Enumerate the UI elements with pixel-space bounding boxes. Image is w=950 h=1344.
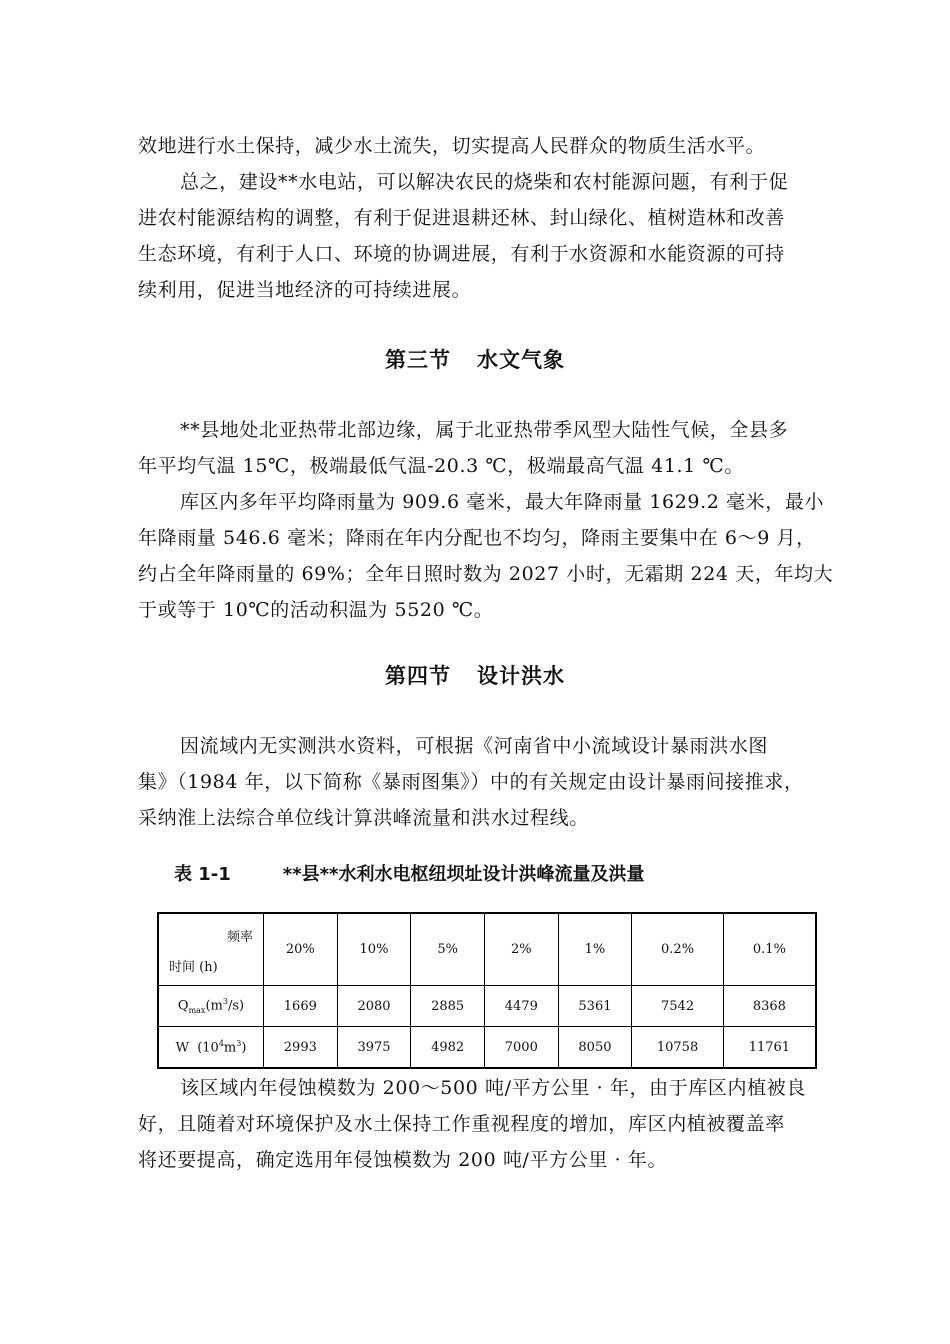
paragraph-erosion bbox=[138, 1070, 838, 1178]
text-line: 生态环境，有利于人口、环境的协调进展，有利于水资源和水能资源的可持 bbox=[138, 243, 785, 265]
text-line: **县地处北亚热带北部边缘，属于北亚热带季风型大陆性气候，全县多 bbox=[180, 419, 789, 441]
column-header: 20% bbox=[264, 913, 338, 986]
row-label-qmax: $Q_{max}(m^3/s)$ bbox=[158, 986, 264, 1027]
text-line: 总之，建设**水电站，可以解决农民的烧柴和农村能源问题，有利于促 bbox=[180, 171, 789, 193]
table-cell: 5361 bbox=[558, 986, 632, 1027]
text-line: 于或等于 10℃的活动积温为 5520 ℃。 bbox=[138, 599, 494, 621]
text-line: 采纳淮上法综合单位线计算洪峰流量和洪水过程线。 bbox=[138, 807, 589, 829]
section-title: 设计洪水 bbox=[477, 664, 565, 688]
table-cell: 4479 bbox=[484, 986, 558, 1027]
text-line: 因流域内无实测洪水资料，可根据《河南省中小流域设计暴雨洪水图 bbox=[180, 735, 769, 757]
text-line: 效地进行水土保持，减少水土流失，切实提高人民群众的物质生活水平。 bbox=[138, 135, 766, 157]
table-cell: 8050 bbox=[558, 1027, 632, 1069]
table-title: **县**水利水电枢纽坝址设计洪峰流量及洪量 bbox=[282, 864, 645, 885]
text-line: 进农村能源结构的调整，有利于促进退耕还林、封山绿化、植树造林和改善 bbox=[138, 207, 785, 229]
table-number: 表 1-1 bbox=[174, 864, 231, 885]
column-header: 1% bbox=[558, 913, 632, 986]
table-cell: 3975 bbox=[337, 1027, 411, 1069]
text-line: 集》（1984 年，以下简称《暴雨图集》）中的有关规定由设计暴雨间接推求， bbox=[138, 771, 804, 793]
paragraph-rainfall bbox=[138, 484, 838, 628]
paragraph-soil-conservation bbox=[138, 128, 838, 164]
table-cell: 2885 bbox=[411, 986, 485, 1027]
paragraph-climate bbox=[138, 412, 838, 484]
table-cell: 2993 bbox=[264, 1027, 338, 1069]
table-cell: 10758 bbox=[632, 1027, 724, 1069]
table-cell: 7542 bbox=[632, 986, 724, 1027]
header-time-label: 时间 (h) bbox=[169, 960, 218, 975]
section-heading-design-flood bbox=[0, 660, 950, 690]
column-header: 0.2% bbox=[632, 913, 724, 986]
header-frequency-label: 频率 bbox=[226, 930, 253, 945]
table-header-row bbox=[158, 913, 816, 986]
text-line: 好，且随着对环境保护及水土保持工作重视程度的增加，库区内植被覆盖率 bbox=[138, 1113, 785, 1135]
row-label-w: W $(10^4m^3)$ bbox=[158, 1027, 264, 1069]
column-header: 2% bbox=[484, 913, 558, 986]
table-cell: 4982 bbox=[411, 1027, 485, 1069]
section-number: 第四节 bbox=[385, 664, 451, 688]
text-line: 约占全年降雨量的 69%；全年日照时数为 2027 小时，无霜期 224 天，年均大 bbox=[138, 563, 834, 585]
text-line: 年降雨量 546.6 毫米；降雨在年内分配也不均匀，降雨主要集中在 6～9 月， bbox=[138, 527, 816, 549]
flood-table bbox=[157, 912, 817, 1069]
table-cell: 8368 bbox=[723, 986, 816, 1027]
paragraph-summary bbox=[138, 164, 838, 308]
text-line: 库区内多年平均降雨量为 909.6 毫米，最大年降雨量 1629.2 毫米，最小 bbox=[180, 491, 825, 513]
table-cell: 11761 bbox=[723, 1027, 816, 1069]
table-cell: 2080 bbox=[337, 986, 411, 1027]
table-row bbox=[158, 986, 816, 1027]
column-header: 10% bbox=[337, 913, 411, 986]
section-title: 水文气象 bbox=[477, 348, 565, 372]
table-cell: 7000 bbox=[484, 1027, 558, 1069]
table-row bbox=[158, 1027, 816, 1069]
paragraph-flood-method bbox=[138, 728, 838, 836]
text-line: 该区域内年侵蚀模数为 200～500 吨/平方公里 · 年，由于库区内植被良 bbox=[180, 1077, 806, 1099]
table-corner-cell bbox=[158, 913, 264, 986]
column-header: 0.1% bbox=[723, 913, 816, 986]
table-cell: 1669 bbox=[264, 986, 338, 1027]
text-line: 将还要提高，确定选用年侵蚀模数为 200 吨/平方公里 · 年。 bbox=[138, 1149, 668, 1171]
table-caption bbox=[174, 860, 644, 886]
section-heading-hydrology bbox=[0, 344, 950, 374]
text-line: 年平均气温 15℃，极端最低气温-20.3 ℃，极端最高气温 41.1 ℃。 bbox=[138, 455, 744, 477]
column-header: 5% bbox=[411, 913, 485, 986]
text-line: 续利用，促进当地经济的可持续进展。 bbox=[138, 279, 472, 301]
section-number: 第三节 bbox=[385, 348, 451, 372]
